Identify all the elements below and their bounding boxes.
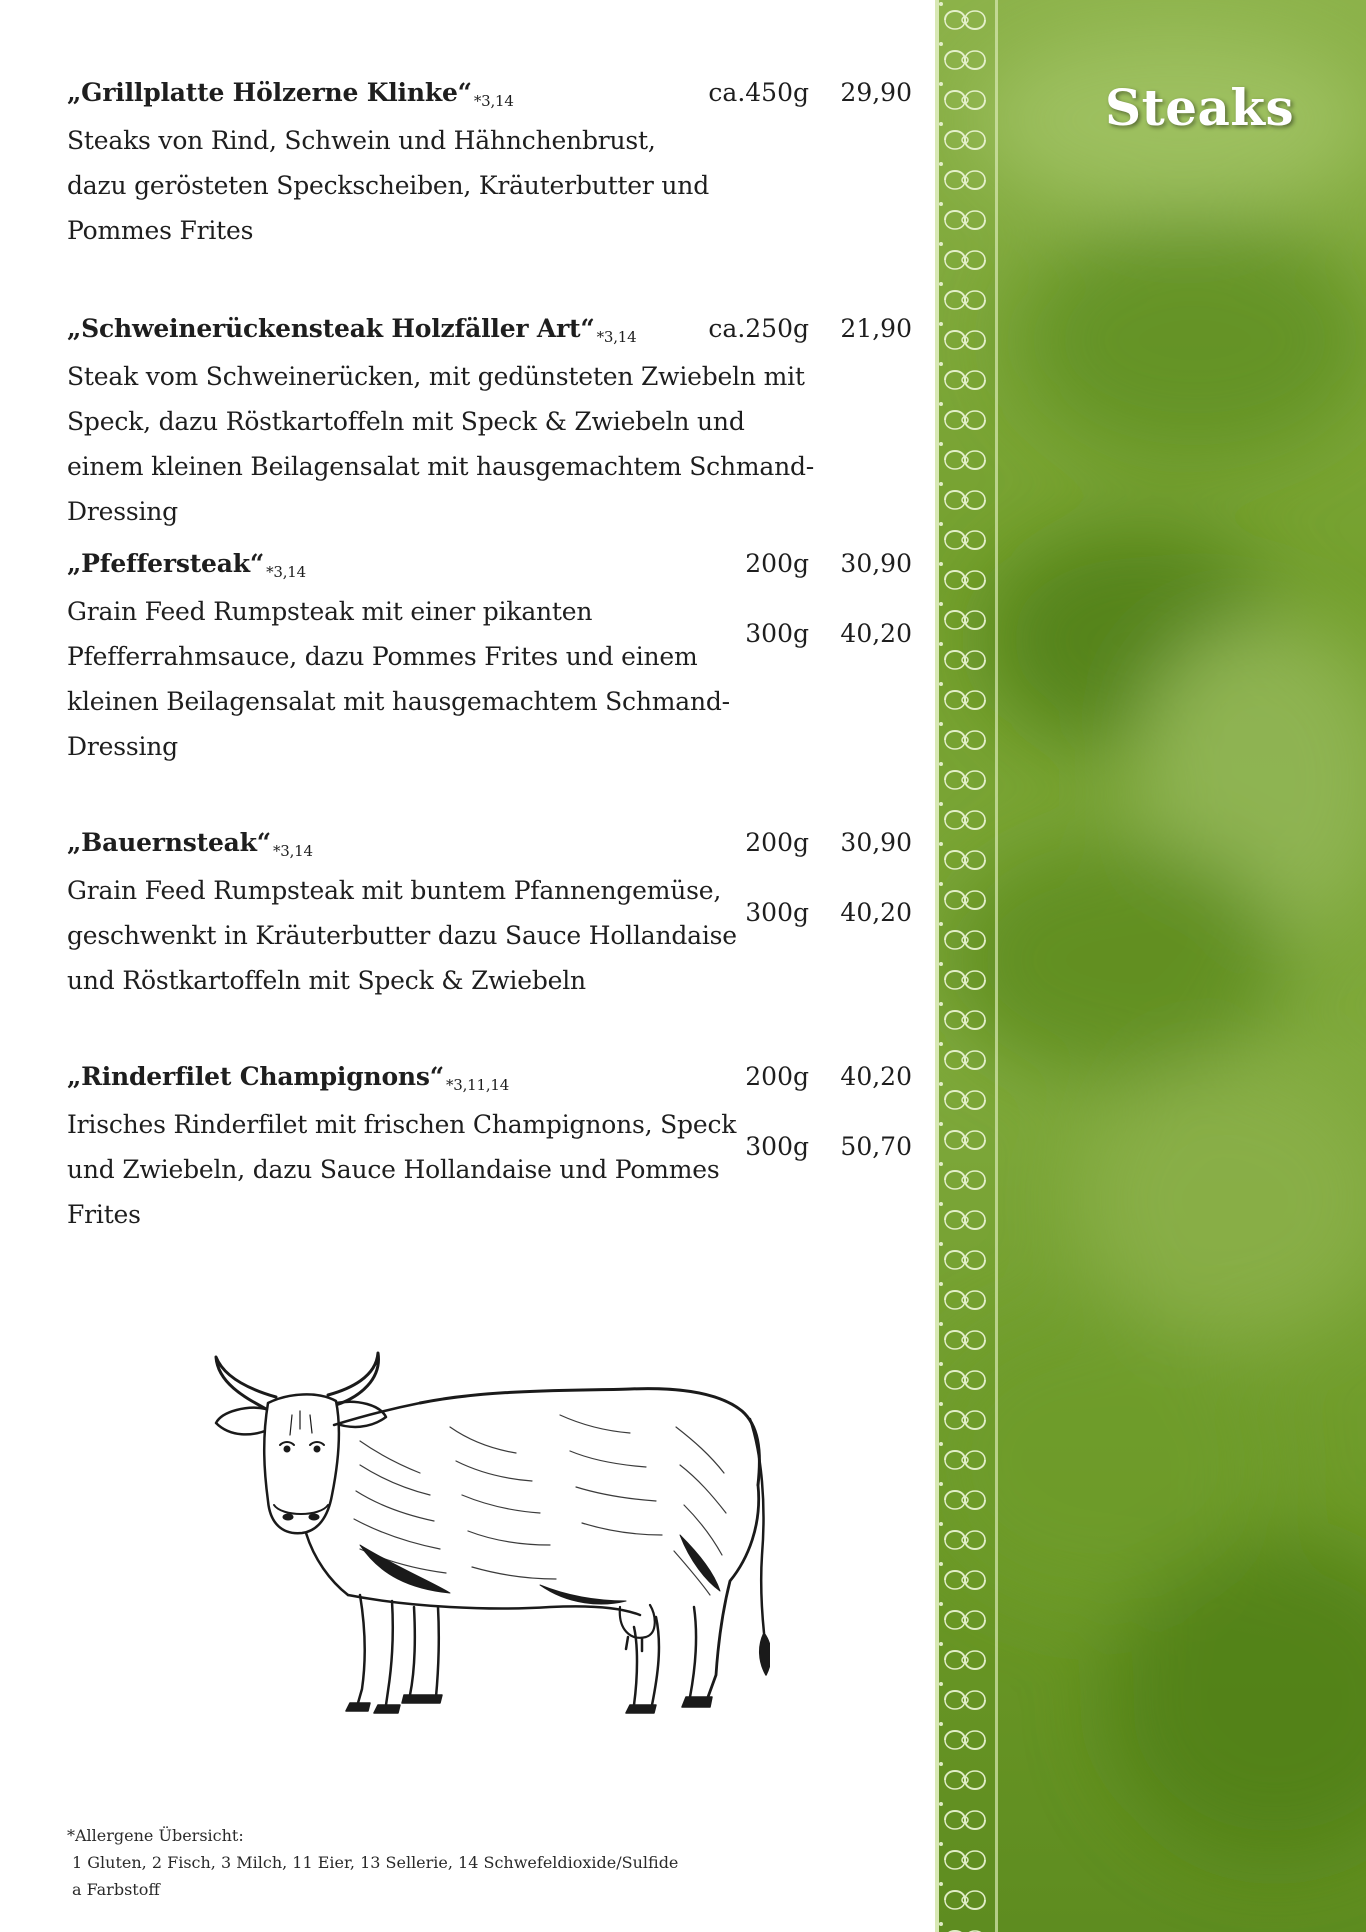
price-row	[67, 1132, 912, 1172]
item-price: 40,20	[840, 1062, 912, 1091]
price-row	[67, 619, 912, 659]
footnote-line: a Farbstoff	[72, 1880, 160, 1899]
item-description: Grain Feed Rumpsteak mit einer pikanten Pfefferrahmsauce, dazu Pommes Frites und einem kleinen Beilagensalat mit hausgemachtem Schmand- Dressing	[67, 597, 730, 761]
price-row	[67, 898, 912, 938]
item-price: 40,20	[840, 898, 912, 927]
item-title: „Schweinerückensteak Holzfäller Art“ $^{*3,14}$	[67, 314, 637, 346]
item-weight: ca.450g	[708, 78, 809, 107]
item-price: 21,90	[840, 314, 912, 343]
watercolor-background	[935, 0, 1366, 1932]
section-title: Steaks	[1105, 78, 1295, 137]
section-sidebar	[935, 0, 1366, 1932]
item-weight: ca.250g	[708, 314, 809, 343]
footnote-line: 1 Gluten, 2 Fisch, 3 Milch, 11 Eier, 13 Sellerie, 14 Schwefeldioxide/Sulfide	[72, 1853, 679, 1872]
cow-illustration-icon	[210, 1345, 770, 1715]
item-description: Steak vom Schweinerücken, mit gedünsteten Zwiebeln mit Speck, dazu Röstkartoffeln mit Speck & Zwiebeln und einem kleinen Beilagensalat mit hausgemachtem Schmand- Dressing	[67, 362, 815, 526]
item-description: Irisches Rinderfilet mit frischen Champignons, Speck und Zwiebeln, dazu Sauce Hollandaise und Pommes Frites	[67, 1110, 737, 1229]
item-weight: 200g	[745, 549, 809, 578]
item-title: „Grillplatte Hölzerne Klinke“ $^{*3,14}$	[67, 78, 514, 110]
item-description: Steaks von Rind, Schwein und Hähnchenbrust, dazu gerösteten Speckscheiben, Kräuterbutter und Pommes Frites	[67, 126, 709, 245]
allergen-codes: *3,14	[266, 563, 306, 581]
allergen-codes: *3,14	[272, 842, 313, 860]
item-weight: 200g	[745, 1062, 809, 1091]
item-title: „Bauernsteak“ $^{*3,14}$	[67, 828, 313, 860]
item-price: 50,70	[840, 1132, 912, 1161]
price-row	[67, 314, 912, 354]
allergen-codes: *3,14	[473, 92, 514, 110]
price-row	[67, 1062, 912, 1102]
allergen-codes: *3,11,14	[445, 1076, 510, 1094]
item-price: 30,90	[840, 549, 912, 578]
price-row	[67, 549, 912, 589]
price-row	[67, 78, 912, 118]
item-price: 29,90	[840, 78, 912, 107]
item-weight: 300g	[745, 898, 809, 927]
item-price: 30,90	[840, 828, 912, 857]
item-price: 40,20	[840, 619, 912, 648]
item-title: „Pfeffersteak“ $^{*3,14}$	[67, 549, 306, 581]
item-title: „Rinderfilet Champignons“ $^{*3,11,14}$	[67, 1062, 510, 1094]
item-weight: 200g	[745, 828, 809, 857]
item-weight: 300g	[745, 619, 809, 648]
allergen-footnote	[67, 1822, 678, 1903]
footnote-heading: *Allergene Übersicht:	[67, 1826, 244, 1845]
item-weight: 300g	[745, 1132, 809, 1161]
item-description: Grain Feed Rumpsteak mit buntem Pfannengemüse, geschwenkt in Kräuterbutter dazu Sauce Hollandaise und Röstkartoffeln mit Speck & Zwiebeln	[67, 876, 737, 995]
price-row	[67, 828, 912, 868]
allergen-codes: *3,14	[596, 328, 637, 346]
